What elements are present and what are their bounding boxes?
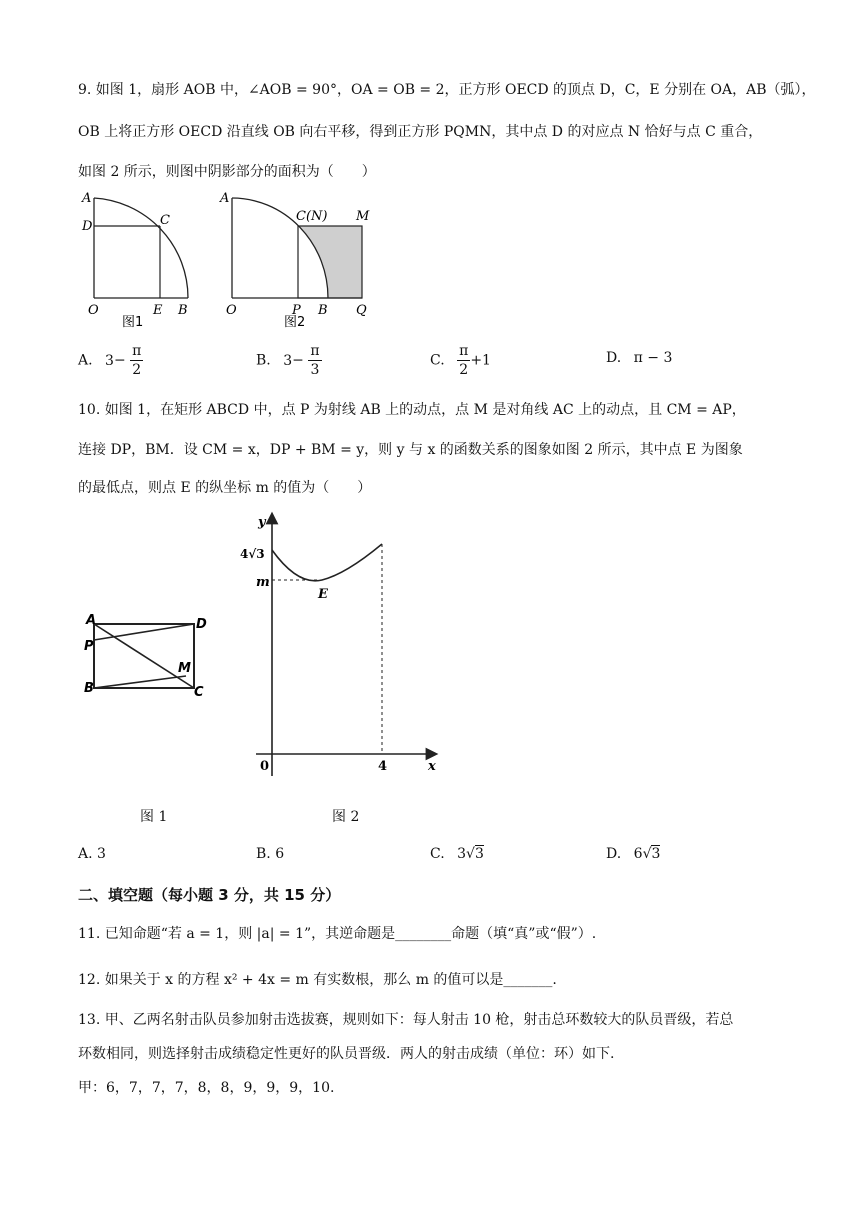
fig2-label-a: A — [220, 191, 230, 206]
q10-line-3: 的最低点，则点 E 的纵坐标 m 的值为（ ） — [78, 480, 372, 496]
fig2-label-q: Q — [356, 303, 367, 318]
q11-text: 11. 已知命题“若 a = 1，则 |a| = 1”，其逆命题是________命题（填“真”或“假”）. — [78, 926, 597, 942]
q9-option-d[interactable]: D. π − 3 — [606, 350, 673, 366]
fig2-label-b: B — [318, 303, 328, 318]
q9-line-2: OB 上将正方形 OECD 沿直线 OB 向右平移，得到正方形 PQMN，其中点 D 的对应点 N 恰好与点 C 重合， — [78, 124, 763, 140]
q13-line-3: 甲：6，7，7，7，8，8，9，9，9，10. — [78, 1080, 335, 1096]
q10-fig1-label-c: C — [194, 685, 204, 700]
fig1-label-o: O — [88, 303, 99, 318]
origin-label: 0 — [260, 759, 270, 774]
q10-fig1-label-p: P — [84, 639, 94, 654]
q9-option-c[interactable]: C. $\frac{\pi}{2}$ +1 — [430, 343, 491, 378]
q10-option-b[interactable]: B. 6 — [256, 846, 285, 862]
q13-line-1: 13. 甲、乙两名射击队员参加射击选拔赛，规则如下：每人射击 10 枪，射击总环数较大的队员晋级，若总 — [78, 1012, 734, 1028]
q9-line-3: 如图 2 所示，则图中阴影部分的面积为（ ） — [78, 164, 376, 180]
q10-fig1-label-m: M — [178, 661, 191, 676]
y-tick-4sqrt3: 4√3 — [240, 547, 265, 561]
fig2-label-o: O — [226, 303, 237, 318]
fig1-label-a: A — [82, 191, 92, 206]
q10-fig1-label-a: A — [86, 613, 97, 628]
fig2-label-cn: C(N) — [296, 209, 328, 224]
q10-fig1-label-b: B — [84, 681, 94, 696]
fig1-label-e: E — [153, 303, 163, 318]
q12-text: 12. 如果关于 x 的方程 x² + 4x = m 有实数根，那么 m 的值可以是_______. — [78, 972, 557, 988]
fig2-label-m: M — [356, 209, 370, 224]
q9-figure-2 — [218, 188, 378, 328]
q13-line-2: 环数相同，则选择射击成绩稳定性更好的队员晋级．两人的射击成绩（单位：环）如下. — [78, 1046, 615, 1062]
axis-label-x: x — [428, 759, 436, 774]
fig1-label-c: C — [160, 213, 170, 228]
q10-line-2: 连接 DP，BM．设 CM = x，DP + BM = y，则 y 与 x 的函数关系的图象如图 2 所示，其中点 E 为图象 — [78, 442, 743, 458]
q10-figure-2 — [238, 508, 448, 783]
fig1-label-b: B — [178, 303, 188, 318]
y-tick-m: m — [256, 575, 270, 590]
q10-fig2-caption: 图 2 — [332, 809, 360, 825]
q9-line-1: 9. 如图 1，扇形 AOB 中，∠AOB = 90°，OA = OB = 2，正方形 OECD 的顶点 D，C，E 分别在 OA，AB（弧）， — [78, 82, 816, 98]
q9-option-a[interactable]: A. 3− $\frac{\pi}{2}$ — [78, 343, 142, 378]
q9-option-b[interactable]: B. 3− $\frac{\pi}{3}$ — [256, 343, 320, 378]
function-curve — [272, 544, 382, 581]
q10-line-1: 10. 如图 1，在矩形 ABCD 中，点 P 为射线 AB 上的动点，点 M 是对角线 AC 上的动点，且 CM = AP， — [78, 402, 746, 418]
fig2-label-p: P — [292, 303, 301, 318]
point-e-label: E — [318, 587, 328, 602]
section-title-fill-in: 二、填空题（每小题 3 分，共 15 分） — [78, 886, 341, 904]
q10-option-c[interactable]: C. 3√3 — [430, 846, 484, 862]
fig1-label-d: D — [82, 219, 93, 234]
x-tick-4: 4 — [378, 759, 388, 774]
q9-figure-1 — [78, 188, 198, 328]
fig2-caption: 图2 — [284, 315, 306, 328]
q10-option-d[interactable]: D. 6√3 — [606, 846, 661, 862]
q10-figure-1 — [82, 612, 212, 702]
q10-fig1-label-d: D — [196, 617, 207, 632]
q10-option-a[interactable]: A. 3 — [78, 846, 106, 862]
q10-fig1-caption: 图 1 — [140, 809, 168, 825]
axis-label-y: y — [258, 515, 266, 530]
fig1-caption: 图1 — [122, 315, 144, 328]
